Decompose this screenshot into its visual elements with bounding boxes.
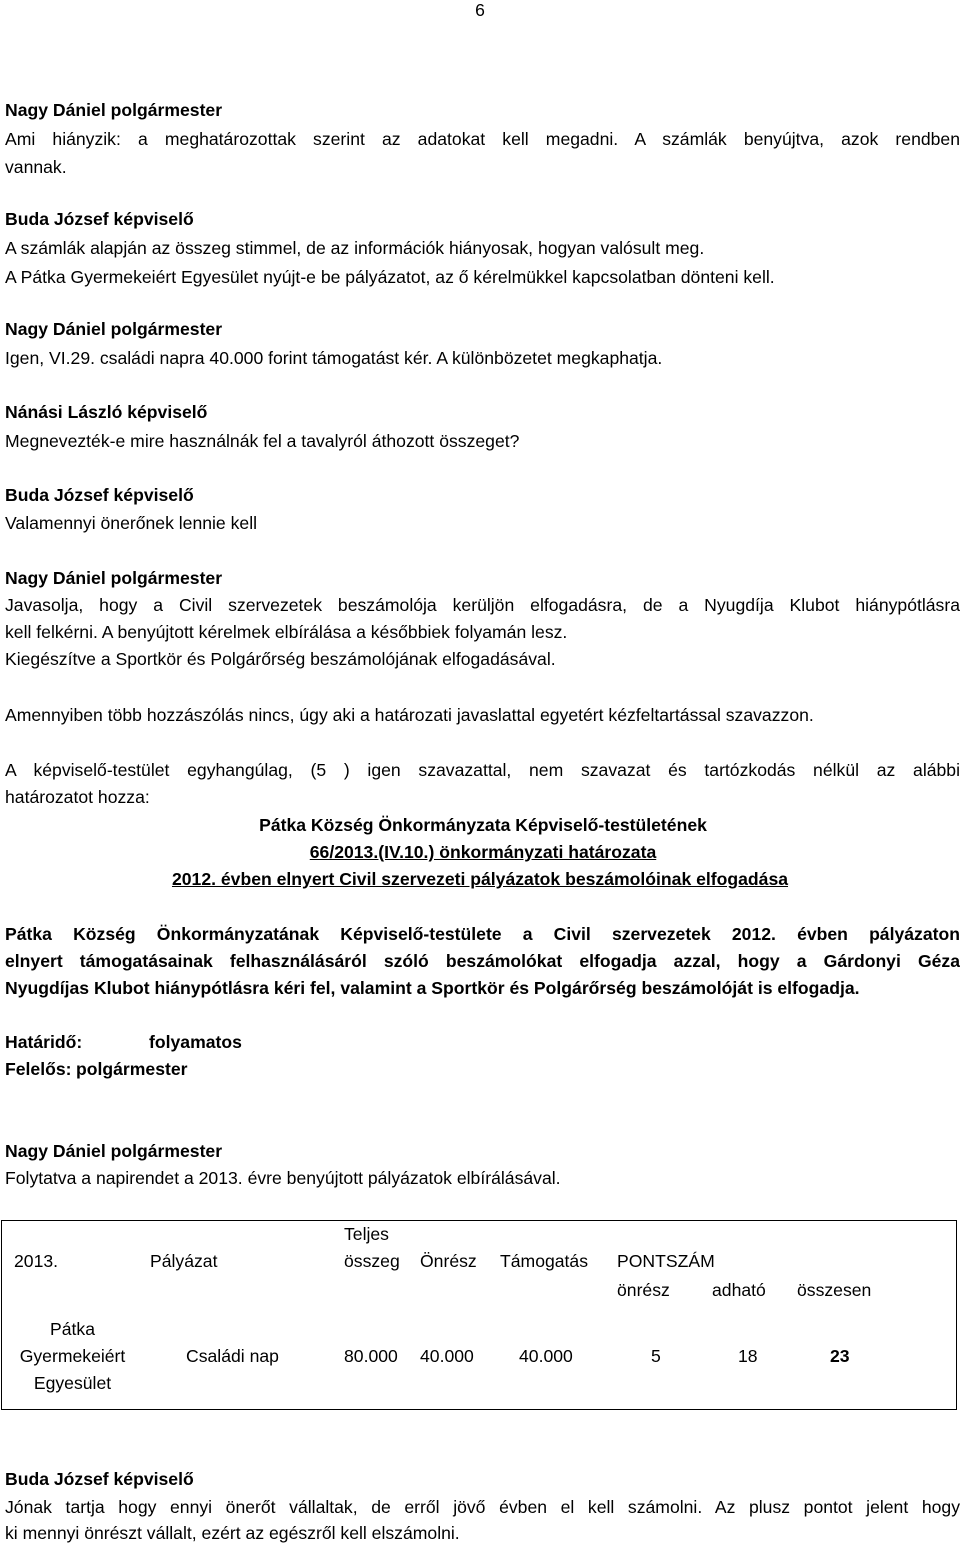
responsible-value: polgármester — [76, 1059, 188, 1079]
resolution-body-line: elnyert támogatásainak felhasználásáról szóló beszámolókat elfogadja azzal, hogy a Gárdonyi Géza — [5, 951, 960, 971]
table-header-total: Teljes — [344, 1224, 389, 1244]
statement-line: Megnevezték-e mire használnák fel a tavalyról áthozott összeget? — [5, 431, 520, 451]
table-header-support: Támogatás — [500, 1251, 589, 1271]
resolution-body-line: Nyugdíjas Klubot hiánypótlásra kéri fel, valamint a Sportkör és Polgárőrség beszámolóját is elfogadja. — [5, 978, 860, 998]
table-cell-org: Gyermekeiért — [19, 1346, 126, 1366]
table-subheader-sum: összesen — [797, 1280, 872, 1300]
table-cell-total: 80.000 — [344, 1346, 398, 1366]
table-cell-support: 40.000 — [519, 1346, 573, 1366]
table-cell-tender: Családi nap — [186, 1346, 279, 1366]
statement-line: A számlák alapján az összeg stimmel, de az információk hiányosak, hogyan valósult meg. — [5, 238, 705, 258]
speaker-name: Nagy Dániel polgármester — [5, 100, 223, 120]
table-subheader-own: önrész — [617, 1280, 670, 1300]
statement-line: Valamennyi önerőnek lennie kell — [5, 513, 258, 533]
table-cell-org: Egyesület — [33, 1373, 112, 1393]
deadline-value: folyamatos — [149, 1032, 242, 1052]
vote-result-line: A képviselő-testület egyhangúlag, (5 ) igen szavazattal, nem szavazat és tartózkodás nélkül az alábbi — [5, 760, 960, 780]
table-cell-org: Pátka — [50, 1319, 95, 1339]
statement-line: Kiegészítve a Sportkör és Polgárőrség beszámolójának elfogadásával. — [5, 649, 556, 669]
table-cell-own: 40.000 — [420, 1346, 474, 1366]
speaker-name: Buda József képviselő — [5, 1469, 194, 1489]
resolution-number: 66/2013.(IV.10.) önkormányzati határozata — [309, 842, 657, 862]
statement-line: A Pátka Gyermekeiért Egyesület nyújt-e be pályázatot, az ő kérelmükkel kapcsolatban dönteni kell. — [5, 267, 775, 287]
statement-line: vannak. — [5, 157, 67, 177]
table-header-total: összeg — [344, 1251, 400, 1271]
table-header-own: Önrész — [420, 1251, 477, 1271]
table-cell-score-sum: 23 — [830, 1346, 850, 1366]
speaker-name: Buda József képviselő — [5, 209, 194, 229]
speaker-name: Nagy Dániel polgármester — [5, 1141, 223, 1161]
table-cell-score-own: 5 — [651, 1346, 661, 1366]
speaker-name: Nagy Dániel polgármester — [5, 319, 223, 339]
statement-line: Igen, VI.29. családi napra 40.000 forint támogatást kér. A különbözetet megkaphatja. — [5, 348, 663, 368]
statement-line: kell felkérni. A benyújtott kérelmek elbírálása a későbbiek folyamán lesz. — [5, 622, 568, 642]
table-header-year: 2013. — [14, 1251, 59, 1271]
statement-line: Jónak tartja hogy ennyi önerőt vállaltak, de erről jövő évben el kell számolni. Az plusz pontot jelent hogy — [5, 1497, 960, 1517]
statement-line: Ami hiányzik: a meghatározottak szerint az adatokat kell megadni. A számlák benyújtva, azok rendben — [5, 129, 960, 149]
table-header-tender: Pályázat — [150, 1251, 218, 1271]
page-number: 6 — [475, 0, 485, 20]
resolution-issuer: Pátka Község Önkormányzata Képviselő-testületének — [259, 815, 707, 835]
resolution-title: 2012. évben elnyert Civil szervezeti pályázatok beszámolóinak elfogadása — [171, 869, 789, 889]
vote-call: Amennyiben több hozzászólás nincs, úgy aki a határozati javaslattal egyetért kézfeltartással szavazzon. — [5, 705, 814, 725]
deadline-label: Határidő: — [5, 1032, 83, 1052]
statement-line: Javasolja, hogy a Civil szervezetek beszámolója kerüljön elfogadásra, de a Nyugdíja Klubot hiánypótlásra — [5, 595, 960, 615]
vote-result-line: határozatot hozza: — [5, 787, 150, 807]
speaker-name: Nagy Dániel polgármester — [5, 568, 223, 588]
speaker-name: Buda József képviselő — [5, 485, 194, 505]
speaker-name: Nánási László képviselő — [5, 402, 208, 422]
statement-line: Folytatva a napirendet a 2013. évre benyújtott pályázatok elbírálásával. — [5, 1168, 561, 1188]
resolution-body-line: Pátka Község Önkormányzatának Képviselő-testülete a Civil szervezetek 2012. évben pályázaton — [5, 924, 960, 944]
statement-line: ki mennyi önrészt vállalt, ezért az egészről kell elszámolni. — [5, 1523, 460, 1543]
table-header-score: PONTSZÁM — [617, 1251, 715, 1271]
table-subheader-given: adható — [712, 1280, 766, 1300]
responsible-label: Felelős: — [5, 1059, 72, 1079]
table-cell-score-given: 18 — [738, 1346, 758, 1366]
